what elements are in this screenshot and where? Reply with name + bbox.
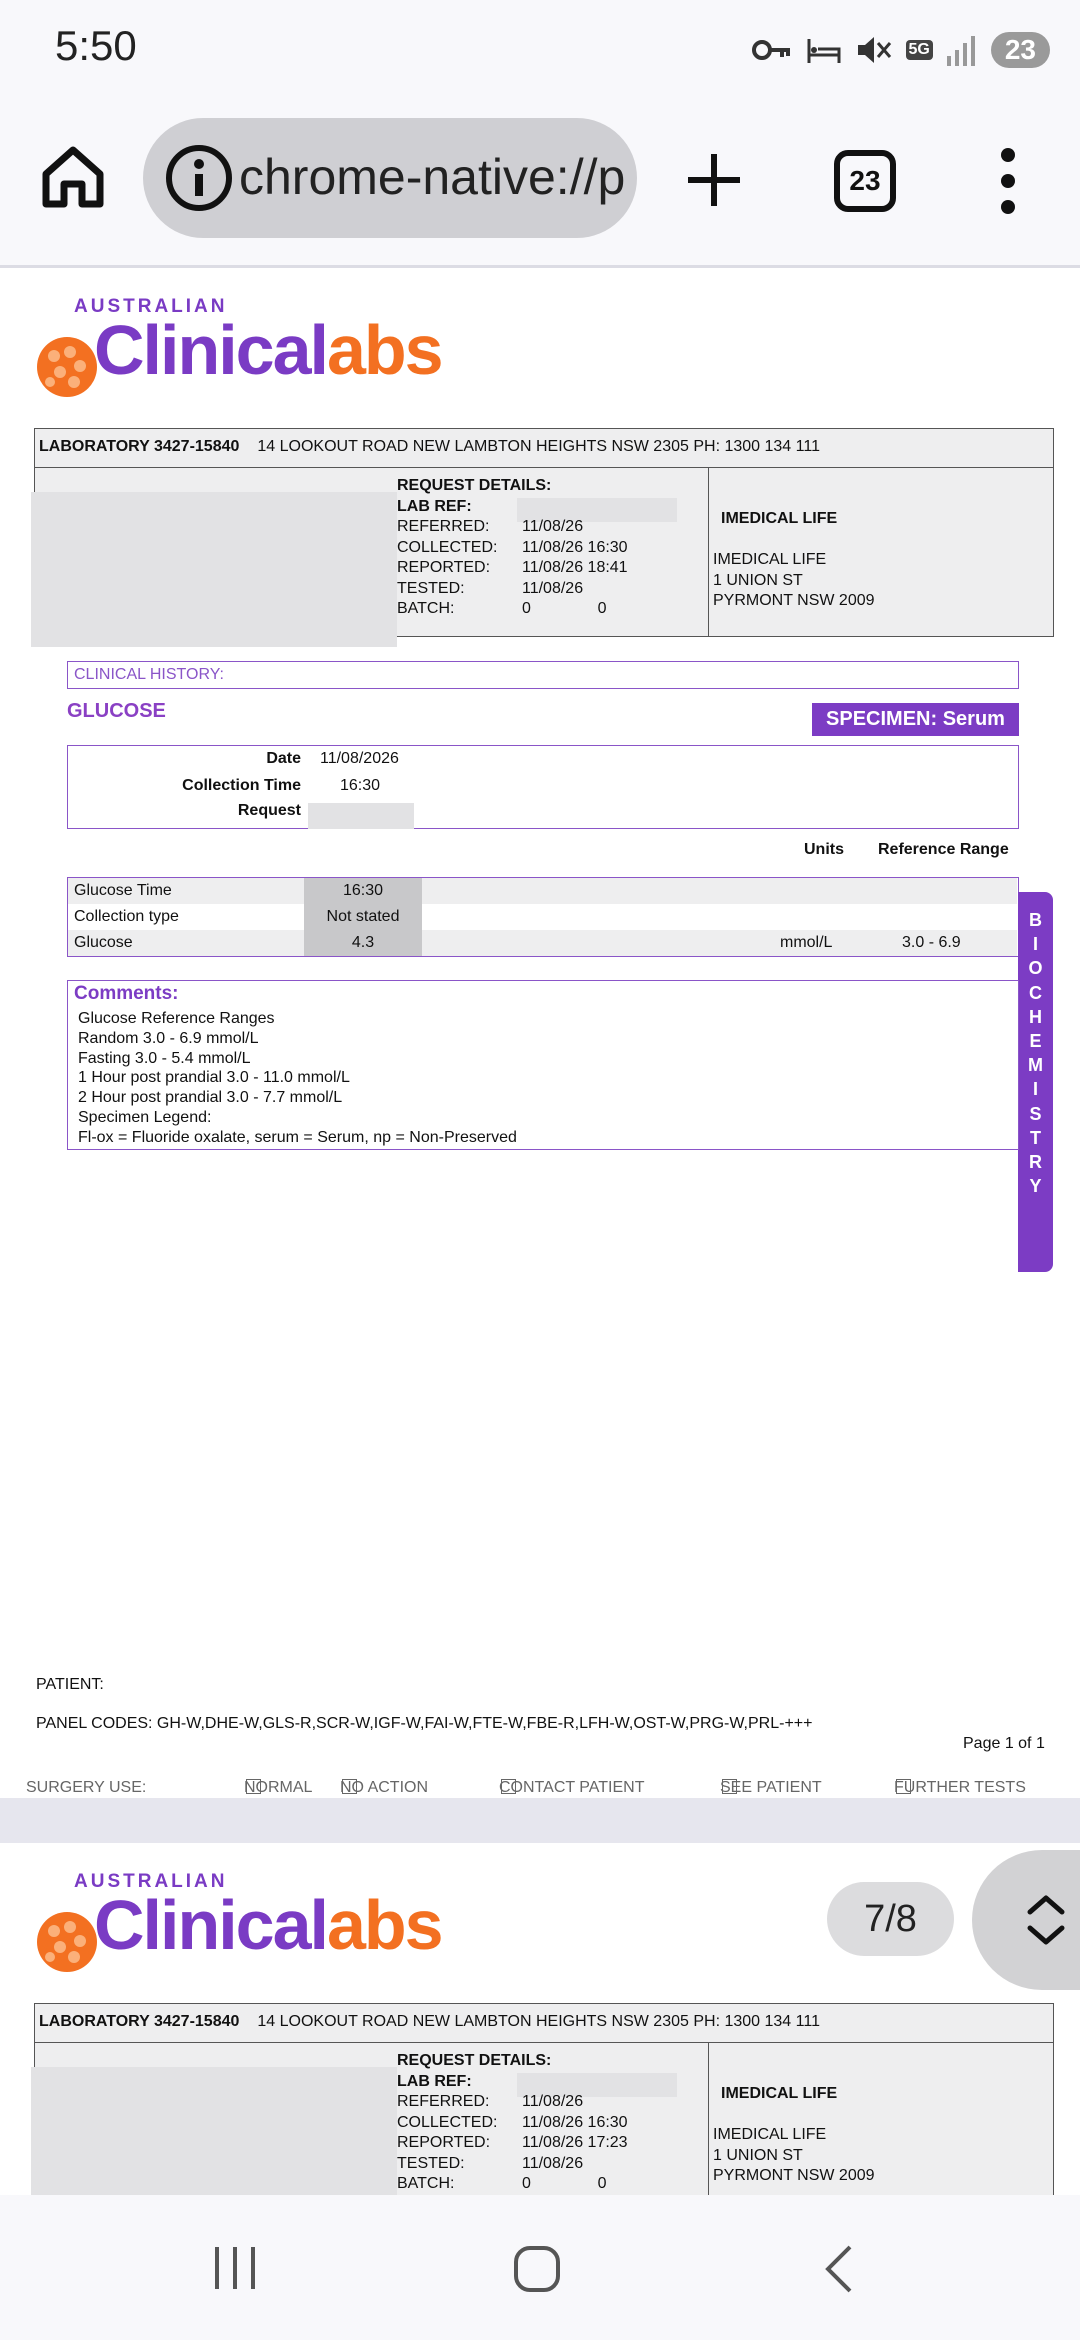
doctor-address: IMEDICAL LIFE IMEDICAL LIFE 1 UNION ST PYRMONT NSW 2009 (708, 468, 1053, 636)
section-tab-letter: E (1029, 1031, 1042, 1052)
clinical-labs-logo: AUSTRALIAN Clinicalabs (34, 296, 454, 406)
request-details-box (34, 2042, 1054, 2195)
status-time: 5:50 (55, 22, 137, 69)
pdf-viewer[interactable] (0, 268, 1080, 2195)
redacted-patient-block (31, 492, 397, 647)
section-tab-letter: O (1028, 958, 1043, 979)
section-tab-letter: I (1032, 1079, 1038, 1100)
results-table (67, 877, 1019, 957)
home-icon[interactable] (38, 142, 108, 212)
reference-range-header: Reference Range (878, 841, 1009, 858)
globe-logo-icon (34, 334, 100, 400)
clinical-history: CLINICAL HISTORY: (67, 661, 1019, 689)
collection-info: Date 11/08/2026 Collection Time 16:30 Request (67, 745, 1019, 829)
see-patient-checkbox[interactable] (722, 1779, 737, 1794)
section-tab-letter: C (1029, 982, 1042, 1003)
laboratory-line: LABORATORY 3427-15840 14 LOOKOUT ROAD NEW LAMBTON HEIGHTS NSW 2305 PH: 1300 134 111 (34, 428, 1054, 468)
section-tab-letter: B (1029, 910, 1042, 930)
table-row: Collection type Not stated (68, 904, 1017, 930)
page-number: Page 1 of 1 (963, 1735, 1045, 1752)
key-icon (752, 35, 792, 65)
pdf-page: AUSTRALIAN Clinicalabs LABORATORY 3427-15840 14 LOOKOUT ROAD NEW LAMBTON HEIGHTS NSW 2305 PH: 1300 134 111 REQUEST DETAILS: LAB REF: REFERRED: 11/08/26 COLLECTED: 11/08/26 16:30 REPORTED: 11/08/26 18:41 TESTED: 11/08/26 BATCH: 0 0 IMEDICAL LIFE IMEDICAL LIFE 1 UNION ST PYRMONT NSW 2009 CLINICAL HISTORY: GLUCOSE SPECIMEN: Serum Date 11/08/2026 Collection Time 16:30 Request Units Reference Range Glucose Time 16:30 Collection type Not stated Glucose 4.3 mmol/L 3.0 - 6.9 B I O C H E M I S T R Y Comments: Glucose Reference Ranges Random 3.0 - 6.9 mmol/L Fasting 3.0 - 5.4 mmol/L 1 Hour post prandial 3.0 - 11.0 mmol/L 2 Hour post prandial 3.0 - 7.7 mmol/L Specimen Legend: Fl-ox = Fluoride oxalate, serum = Serum, np = Non-Preserved PATIENT: PANEL CODES: GH-W,DHE-W,GLS-R,SCR-W,IGF-W,FAI-W,FTE-W,FBE-R,LFH-W,OST-W,PRG-W,PRL-+++ Page 1 of 1 SURGERY USE: NORMAL NO ACTION CONTACT PATIENT SEE PATIENT FURTHER TESTS (0, 268, 1080, 1798)
contact-patient-checkbox[interactable] (501, 1779, 516, 1794)
page-separator (0, 1798, 1080, 1843)
globe-logo-icon (34, 1909, 100, 1975)
request-details-box (34, 467, 1054, 637)
recents-icon[interactable] (213, 2245, 257, 2291)
tab-switcher-button[interactable]: 23 (834, 150, 896, 212)
clinical-labs-logo: AUSTRALIAN Clinicalabs (34, 1871, 454, 1981)
no-action-checkbox[interactable] (342, 1779, 357, 1794)
section-tab-letter: S (1029, 1103, 1042, 1124)
status-icons (752, 28, 1051, 72)
specimen-badge: SPECIMEN: Serum (812, 703, 1019, 736)
table-row: Glucose 4.3 mmol/L 3.0 - 6.9 (68, 930, 1017, 956)
section-tab-letter: T (1030, 1127, 1041, 1148)
panel-codes: PANEL CODES: GH-W,DHE-W,GLS-R,SCR-W,IGF-W,FAI-W,FTE-W,FBE-R,LFH-W,OST-W,PRG-W,PRL-+++ (36, 1715, 813, 1732)
test-title: GLUCOSE (67, 700, 166, 722)
laboratory-line: LABORATORY 3427-15840 14 LOOKOUT ROAD NEW LAMBTON HEIGHTS NSW 2305 PH: 1300 134 111 (34, 2003, 1054, 2043)
back-icon[interactable] (822, 2243, 854, 2295)
home-nav-icon[interactable] (513, 2245, 561, 2293)
browser-toolbar (0, 100, 1080, 268)
request-details: REQUEST DETAILS: LAB REF: REFERRED: 11/08/26 COLLECTED: 11/08/26 16:30 REPORTED: 11/08/26 18:41 TESTED: 11/08/26 BATCH: 0 0 (397, 477, 628, 617)
redacted-patient-block (31, 2067, 397, 2195)
url-text: chrome-native://p (239, 149, 626, 205)
patient-label: PATIENT: (36, 1676, 104, 1693)
units-header: Units (804, 841, 844, 858)
address-bar[interactable] (143, 118, 637, 238)
section-tab-letter: I (1032, 934, 1038, 955)
further-tests-checkbox[interactable] (896, 1779, 911, 1794)
battery-indicator: 23 (991, 32, 1050, 68)
system-navigation-bar (0, 2195, 1080, 2340)
page-counter: 7/8 (827, 1882, 954, 1956)
network-5g-icon: 5G (906, 40, 933, 60)
mute-icon (856, 34, 892, 66)
redacted-request (308, 803, 414, 829)
doctor-address: IMEDICAL LIFE IMEDICAL LIFE 1 UNION ST PYRMONT NSW 2009 (708, 2043, 1053, 2195)
signal-icon (947, 34, 977, 66)
sleep-mode-icon (806, 35, 842, 65)
status-bar (0, 0, 1080, 100)
section-tab-letter: R (1029, 1152, 1042, 1173)
new-tab-icon[interactable] (684, 150, 744, 210)
normal-checkbox[interactable] (246, 1779, 261, 1794)
more-menu-icon[interactable] (990, 148, 1026, 218)
section-tab-letter: M (1028, 1055, 1043, 1076)
section-tab-letter: Y (1029, 1176, 1042, 1197)
info-icon[interactable] (161, 140, 237, 216)
chevron-up-down-icon (1024, 1890, 1068, 1950)
table-row: Glucose Time 16:30 (68, 878, 1017, 904)
comments-box: Comments: Glucose Reference Ranges Random 3.0 - 6.9 mmol/L Fasting 3.0 - 5.4 mmol/L 1 Hour post prandial 3.0 - 11.0 mmol/L 2 Hour post prandial 3.0 - 7.7 mmol/L Specimen Legend: Fl-ox = Fluoride oxalate, serum = Serum, np = Non-Preserved (67, 980, 1019, 1150)
request-details: REQUEST DETAILS: LAB REF: REFERRED: 11/08/26 COLLECTED: 11/08/26 16:30 REPORTED: 11/08/26 17:23 TESTED: 11/08/26 BATCH: 0 0 (397, 2052, 628, 2192)
section-tab-biochemistry (1018, 892, 1053, 1272)
section-tab-letter: H (1029, 1006, 1042, 1027)
